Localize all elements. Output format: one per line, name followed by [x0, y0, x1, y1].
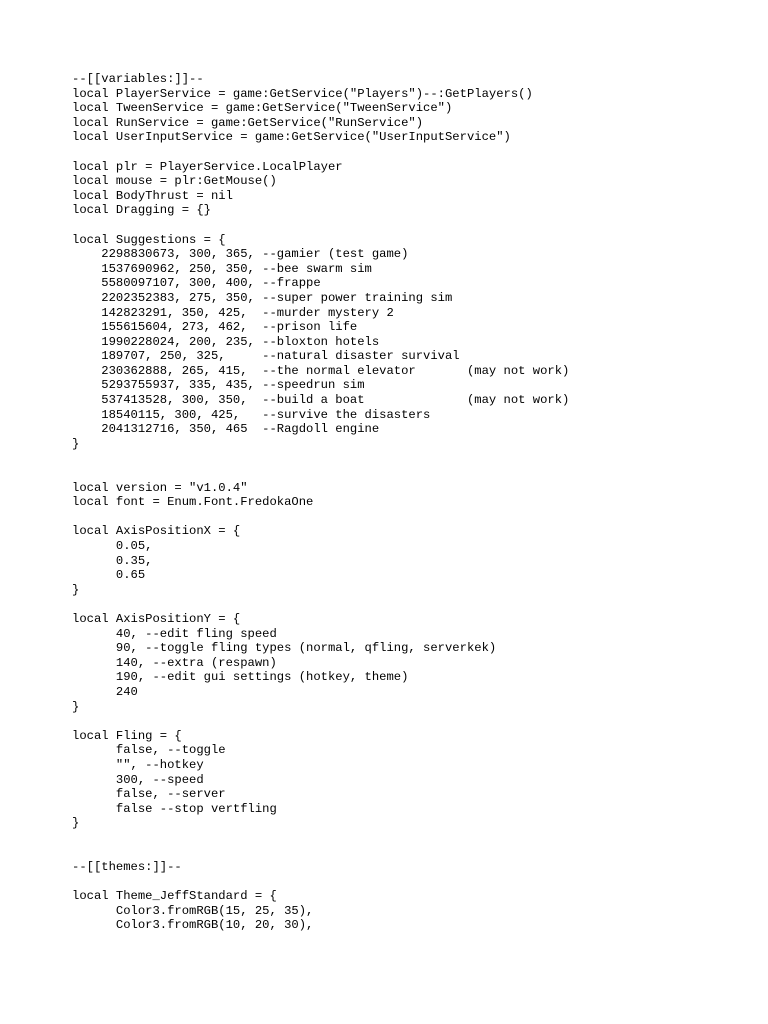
- code-line: local version = "v1.0.4": [72, 480, 248, 495]
- code-line: }: [72, 816, 80, 831]
- code-line: local font = Enum.Font.FredokaOne: [72, 495, 314, 510]
- code-line: 0.65: [72, 568, 146, 583]
- code-line: 190, --edit gui settings (hotkey, theme): [72, 670, 409, 685]
- code-line: false --stop vertfling: [72, 801, 277, 816]
- code-block: [72, 72, 732, 933]
- code-line: [72, 714, 732, 729]
- code-line: 230362888, 265, 415, --the normal elevator (may not work): [72, 363, 570, 378]
- code-line: local RunService = game:GetService("RunService"): [72, 115, 424, 130]
- code-line: 1537690962, 250, 350, --bee swarm sim: [72, 261, 372, 276]
- code-line: local mouse = plr:GetMouse(): [72, 174, 277, 189]
- document-page: [72, 72, 732, 933]
- code-line: [72, 451, 732, 466]
- code-line: local AxisPositionX = {: [72, 524, 241, 539]
- code-line: local BodyThrust = nil: [72, 188, 233, 203]
- code-line: local PlayerService = game:GetService("Players")--:GetPlayers(): [72, 86, 533, 101]
- code-line: }: [72, 699, 80, 714]
- code-line: 140, --extra (respawn): [72, 655, 277, 670]
- code-line: 5293755937, 335, 435, --speedrun sim: [72, 378, 365, 393]
- code-line: --[[themes:]]--: [72, 860, 182, 875]
- code-line: 5580097107, 300, 400, --frappe: [72, 276, 321, 291]
- code-line: local TweenService = game:GetService("TweenService"): [72, 101, 453, 116]
- code-line: Color3.fromRGB(15, 25, 35),: [72, 903, 314, 918]
- code-line: 155615604, 273, 462, --prison life: [72, 320, 358, 335]
- code-line: 1990228024, 200, 235, --bloxton hotels: [72, 334, 380, 349]
- code-line: local plr = PlayerService.LocalPlayer: [72, 159, 343, 174]
- code-line: local UserInputService = game:GetService("UserInputService"): [72, 130, 511, 145]
- code-line: 90, --toggle fling types (normal, qfling, serverkek): [72, 641, 497, 656]
- code-line: 537413528, 300, 350, --build a boat (may not work): [72, 393, 570, 408]
- code-line: [72, 875, 732, 890]
- code-line: [72, 466, 732, 481]
- code-line: }: [72, 582, 80, 597]
- code-line: 300, --speed: [72, 772, 204, 787]
- code-line: local Dragging = {}: [72, 203, 211, 218]
- code-line: 2202352383, 275, 350, --super power training sim: [72, 290, 453, 305]
- code-line: 2298830673, 300, 365, --gamier (test game): [72, 247, 409, 262]
- code-line: [72, 597, 732, 612]
- code-line: local Theme_JeffStandard = {: [72, 889, 277, 904]
- code-line: 189707, 250, 325, --natural disaster survival: [72, 349, 460, 364]
- code-line: 142823291, 350, 425, --murder mystery 2: [72, 305, 394, 320]
- code-line: "", --hotkey: [72, 757, 204, 772]
- code-line: 18540115, 300, 425, --survive the disasters: [72, 407, 431, 422]
- code-line: [72, 218, 732, 233]
- code-line: 40, --edit fling speed: [72, 626, 277, 641]
- code-line: local AxisPositionY = {: [72, 611, 241, 626]
- code-line: 2041312716, 350, 465 --Ragdoll engine: [72, 422, 380, 437]
- code-line: [72, 845, 732, 860]
- code-line: [72, 145, 732, 160]
- code-line: 0.05,: [72, 539, 153, 553]
- code-line: [72, 831, 732, 846]
- code-line: --[[variables:]]--: [72, 72, 204, 86]
- code-line: false, --server: [72, 787, 226, 802]
- code-line: [72, 510, 732, 525]
- code-line: }: [72, 436, 80, 451]
- code-line: local Suggestions = {: [72, 232, 226, 247]
- code-line: Color3.fromRGB(10, 20, 30),: [72, 918, 314, 933]
- code-line: 0.35,: [72, 553, 153, 568]
- code-line: false, --toggle: [72, 743, 226, 758]
- code-line: 240: [72, 684, 138, 699]
- code-line: local Fling = {: [72, 728, 182, 743]
